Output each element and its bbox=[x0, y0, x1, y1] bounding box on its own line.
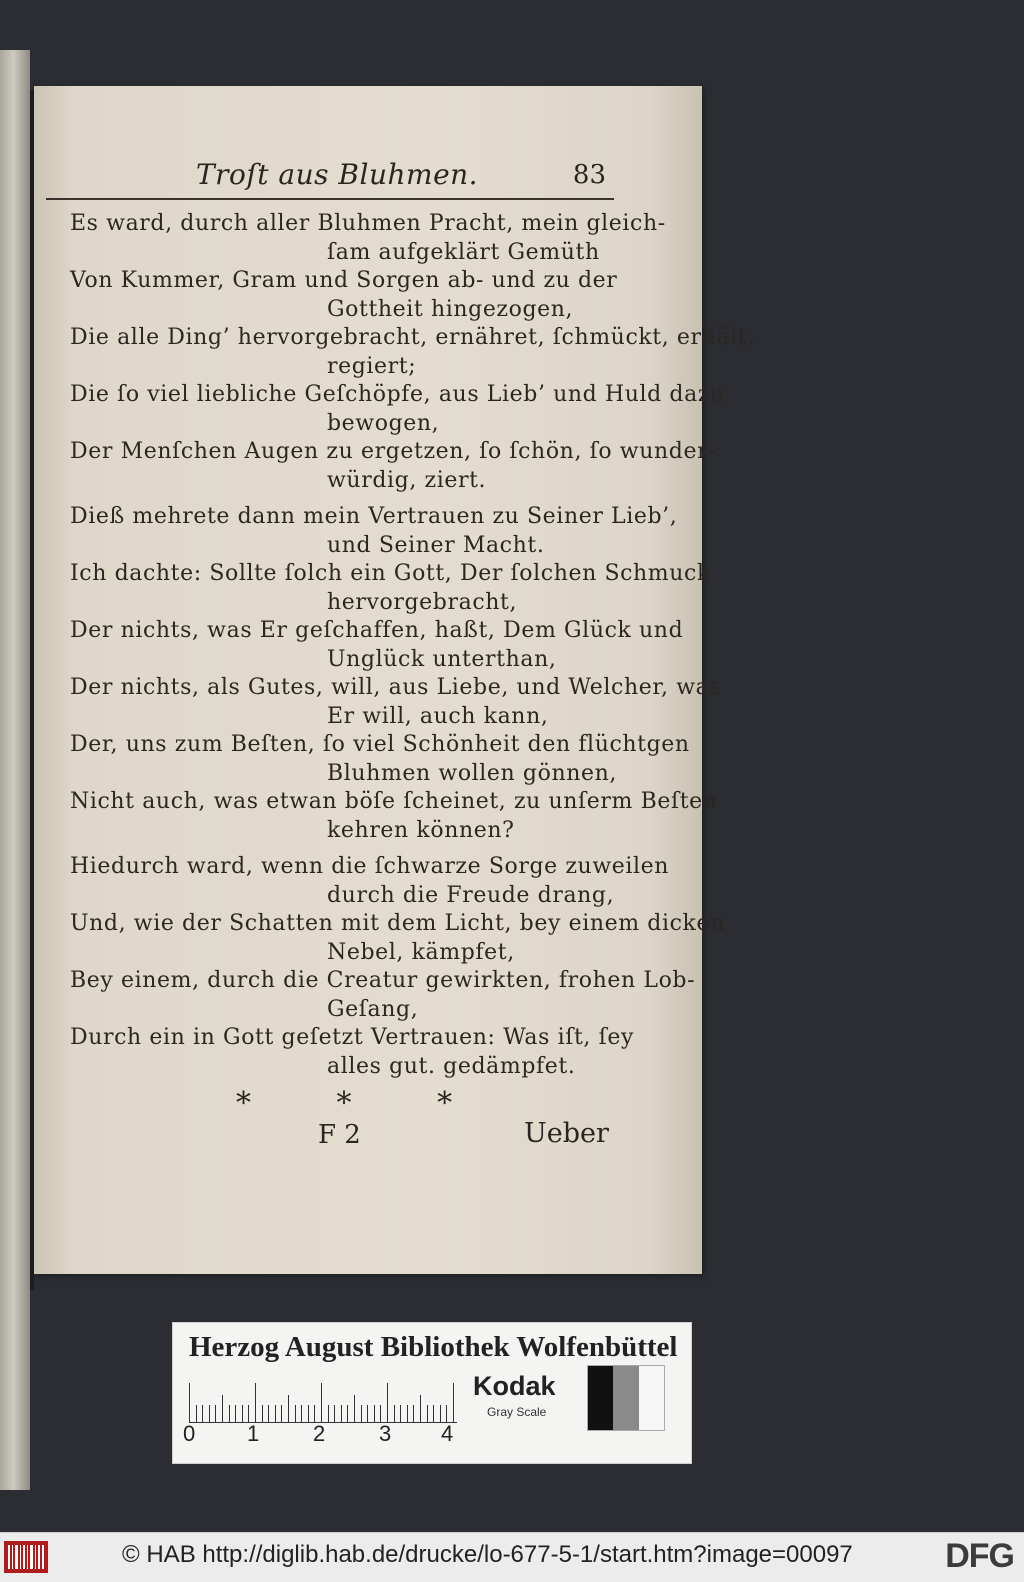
stanza bbox=[44, 853, 725, 1081]
verse-line-text: Der nichts, als Gutes, will, aus Liebe, und Welcher, was bbox=[70, 675, 722, 700]
verse-line bbox=[44, 910, 725, 967]
verse-line-continuation: regiert; bbox=[327, 353, 417, 379]
verse-line bbox=[44, 731, 690, 788]
verse-line-text: Ich dachte: Sollte ſolch ein Gott, Der ſolchen Schmuck bbox=[70, 561, 711, 586]
verse-line bbox=[44, 324, 755, 381]
verse-line-text: Dieß mehrete dann mein Vertrauen zu Seiner Lieb’, bbox=[70, 504, 678, 529]
page-number: 83 bbox=[572, 160, 606, 190]
verse-line-text: Nicht auch, was etwan böſe ſcheinet, zu unſerm Beſten bbox=[70, 789, 718, 814]
verse-line-continuation: Geſang, bbox=[327, 996, 419, 1022]
verse-line-text: Und, wie der Schatten mit dem Licht, bey einem dicken bbox=[70, 911, 725, 936]
ruler-label: 0 bbox=[183, 1421, 196, 1446]
ruler-label: 2 bbox=[313, 1421, 326, 1446]
verse-line-text: Von Kummer, Gram und Sorgen ab- und zu der bbox=[70, 268, 618, 293]
verse-line-continuation: kehren können? bbox=[327, 817, 515, 843]
gray-scale-label: Gray Scale bbox=[487, 1405, 547, 1419]
verse-line bbox=[44, 967, 696, 1024]
ruler-tick bbox=[321, 1383, 322, 1423]
verse-line-text: Der nichts, was Er geſchaffen, haßt, Dem Glück und bbox=[70, 618, 684, 643]
ruler-tick bbox=[288, 1395, 289, 1423]
verse-line-text: Hiedurch ward, wenn die ſchwarze Sorge zuweilen bbox=[70, 854, 670, 879]
ruler-tick bbox=[387, 1383, 388, 1423]
source-url[interactable]: © HAB http://diglib.hab.de/drucke/lo-677-5-1/start.htm?image=00097 bbox=[122, 1541, 853, 1568]
gray-patch-black bbox=[588, 1366, 613, 1430]
color-reference-card bbox=[172, 1322, 692, 1464]
verse-line-continuation: durch die Freude drang, bbox=[327, 882, 615, 908]
dfg-logo: DFG bbox=[945, 1537, 1014, 1575]
library-name: Herzog August Bibliothek Wolfenbüttel bbox=[189, 1331, 678, 1363]
ruler-tick bbox=[222, 1395, 223, 1423]
ruler-label: 4 bbox=[441, 1421, 454, 1446]
verse-line-text: Bey einem, durch die Creatur gewirkten, frohen Lob- bbox=[70, 968, 696, 993]
verse-line-continuation: Bluhmen wollen gönnen, bbox=[327, 760, 617, 786]
verse-line bbox=[44, 503, 678, 560]
gray-scale-patches bbox=[587, 1365, 665, 1431]
signature-mark: F 2 bbox=[318, 1120, 361, 1150]
stanza bbox=[44, 210, 755, 495]
verse-line bbox=[44, 267, 624, 324]
poem-body bbox=[44, 210, 755, 1085]
ruler-labels bbox=[183, 1421, 483, 1449]
verse-line-continuation: bewogen, bbox=[327, 410, 440, 436]
scale-ruler bbox=[189, 1381, 457, 1423]
verse-line bbox=[44, 1024, 634, 1081]
barcode-icon bbox=[4, 1541, 48, 1573]
verse-line bbox=[44, 617, 684, 674]
running-title: Troſt aus Bluhmen. bbox=[196, 158, 479, 191]
verse-line-continuation: und Seiner Macht. bbox=[327, 532, 545, 558]
catchword: Ueber bbox=[524, 1118, 609, 1149]
verse-line bbox=[44, 438, 717, 495]
verse-line-continuation: Unglück unterthan, bbox=[327, 646, 557, 672]
verse-line-continuation: Er will, auch kann, bbox=[327, 703, 549, 729]
ruler-tick bbox=[189, 1383, 190, 1423]
stanza bbox=[44, 503, 722, 845]
gray-patch-white bbox=[639, 1366, 664, 1430]
ruler-tick bbox=[453, 1383, 454, 1423]
section-asterisks: * * * bbox=[236, 1086, 491, 1121]
verse-line bbox=[44, 381, 725, 438]
ruler-tick bbox=[255, 1383, 256, 1423]
verse-line-text: Der Menſchen Augen zu ergetzen, ſo ſchön, ſo wunder- bbox=[70, 439, 717, 464]
verse-line bbox=[44, 853, 670, 910]
verse-line-text: Die alle Ding’ hervorgebracht, ernähret, ſchmückt, erhält, bbox=[70, 325, 755, 350]
verse-line-continuation: hervorgebracht, bbox=[327, 589, 518, 615]
gray-patch-mid bbox=[613, 1366, 638, 1430]
verse-line bbox=[44, 788, 718, 845]
ruler-label: 1 bbox=[247, 1421, 260, 1446]
ruler-label: 3 bbox=[379, 1421, 392, 1446]
verse-line bbox=[44, 210, 666, 267]
verse-line bbox=[44, 560, 711, 617]
verse-line bbox=[44, 674, 722, 731]
verse-line-text: Der, uns zum Beſten, ſo viel Schönheit den flüchtgen bbox=[70, 732, 690, 757]
verse-line-continuation: Gottheit hingezogen, bbox=[327, 296, 574, 322]
ruler-tick bbox=[354, 1395, 355, 1423]
book-left-edge bbox=[0, 50, 30, 1490]
header-rule bbox=[46, 198, 614, 200]
kodak-logo: Kodak bbox=[473, 1371, 556, 1401]
verse-line-continuation: Nebel, kämpfet, bbox=[327, 939, 515, 965]
verse-line-continuation: alles gut. gedämpfet. bbox=[327, 1053, 576, 1079]
footer-bar bbox=[0, 1532, 1024, 1582]
verse-line-text: Die ſo viel liebliche Geſchöpfe, aus Lieb’ und Huld dazu bbox=[70, 382, 725, 407]
ruler-tick bbox=[420, 1395, 421, 1423]
verse-line-continuation: würdig, ziert. bbox=[327, 467, 487, 493]
verse-line-continuation: ſam aufgeklärt Gemüth bbox=[327, 239, 600, 265]
verse-line-text: Es ward, durch aller Bluhmen Pracht, mein gleich- bbox=[70, 211, 666, 236]
running-head bbox=[46, 156, 606, 200]
verse-line-text: Durch ein in Gott geſetzt Vertrauen: Was iſt, ſey bbox=[70, 1025, 634, 1050]
document-page bbox=[34, 86, 755, 1274]
